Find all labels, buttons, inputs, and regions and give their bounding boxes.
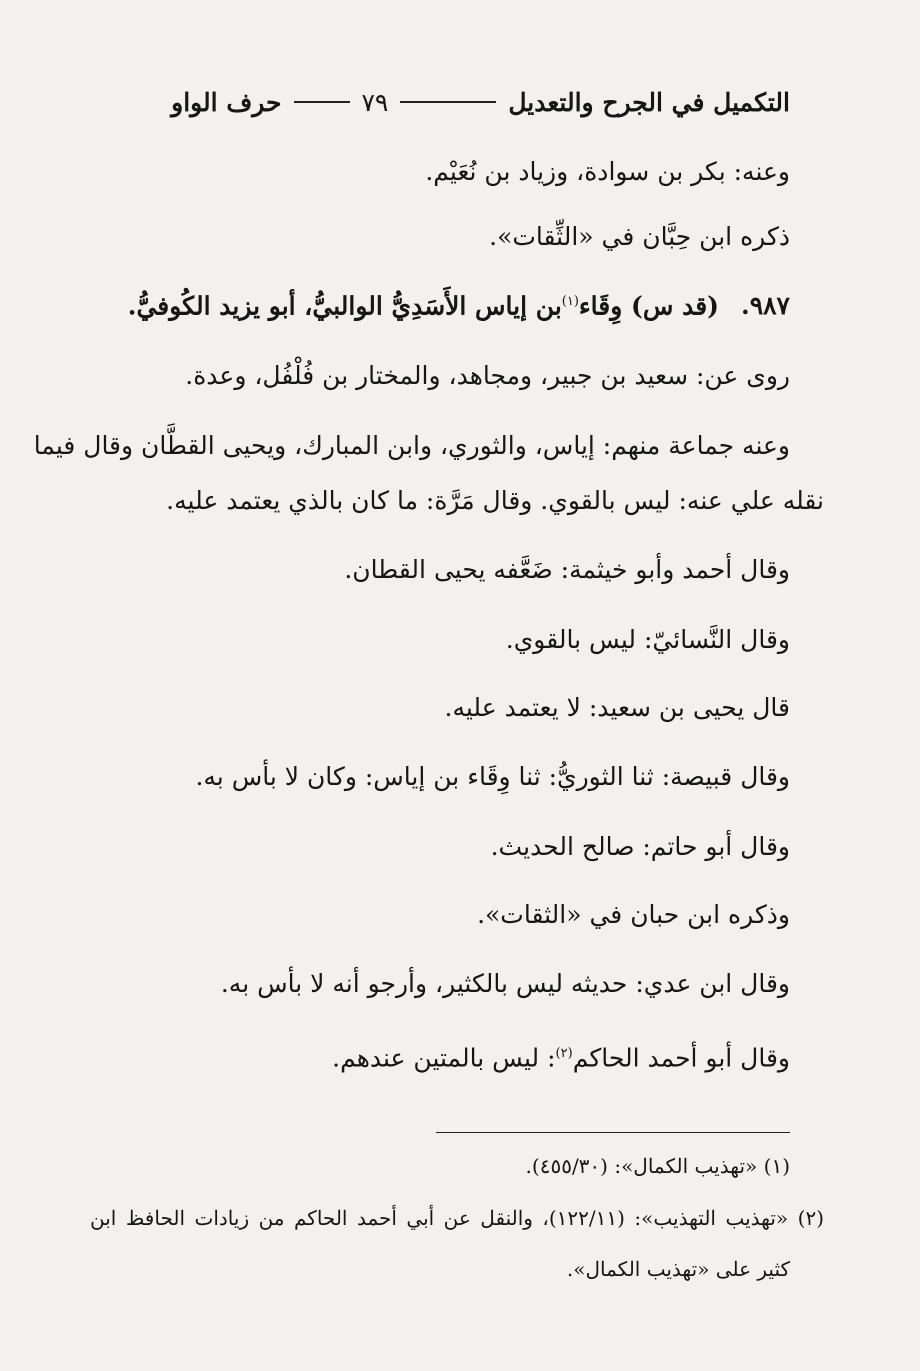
- entry-heading: [127, 282, 790, 326]
- text-line: وقال ابن عدي: حديثه ليس بالكثير، وأرجو أنه لا بأس به.: [220, 969, 790, 998]
- text-line: نقله علي عنه: ليس بالقوي. وقال مَرَّة: ما كان بالذي يعتمد عليه.: [166, 486, 824, 515]
- running-header: [170, 82, 790, 122]
- footnote-2-continued: كثير على «تهذيب الكمال».: [566, 1257, 790, 1281]
- text-line: وقال قبيصة: ثنا الثوريُّ: ثنا وِقَاء بن إياس: وكان لا بأس به.: [195, 762, 790, 791]
- chapter-title: حرف الواو: [171, 87, 282, 117]
- text-line: وقال أبو حاتم: صالح الحديث.: [490, 832, 790, 861]
- text-line: روى عن: سعيد بن جبير، ومجاهد، والمختار بن فُلْفُل، وعدة.: [185, 361, 790, 390]
- text-line: [90, 1034, 790, 1078]
- book-title: التكميل في الجرح والتعديل: [508, 87, 790, 117]
- page-number: ٧٩: [361, 87, 389, 117]
- text-fragment: : ليس بالمتين عندهم.: [332, 1043, 556, 1073]
- footnote-separator: [436, 1132, 790, 1133]
- text-line: ذكره ابن حِبَّان في «الثِّقات».: [489, 222, 790, 251]
- text-line: قال يحيى بن سعيد: لا يعتمد عليه.: [444, 693, 790, 722]
- entry-name-rest: بن إياس الأَسَدِيُّ الوالبيُّ، أبو يزيد الكُوفيُّ.: [127, 291, 562, 321]
- text-line: وقال النَّسائيّ: ليس بالقوي.: [505, 625, 790, 654]
- footnote-marker: (٢): [555, 1046, 573, 1061]
- entry-name: (قد س) وِقَاء: [578, 291, 719, 321]
- text-line: وعنه: بكر بن سوادة، وزياد بن نُعَيْم.: [425, 157, 790, 186]
- footnote-marker: (١): [561, 294, 579, 309]
- header-dash: [400, 101, 496, 103]
- text-line: وذكره ابن حبان في «الثقات».: [477, 900, 790, 929]
- text-line: وقال أحمد وأبو خيثمة: ضَعَّفه يحيى القطان.: [344, 555, 790, 584]
- footnote-2: (٢) «تهذيب التهذيب»: (١٢٢/١١)، والنقل عن أبي أحمد الحاكم من زيادات الحافظ ابن: [90, 1206, 825, 1230]
- footnote-1: (١) «تهذيب الكمال»: (٤٥٥/٣٠).: [525, 1154, 790, 1178]
- text-fragment: وقال أبو أحمد الحاكم: [572, 1043, 790, 1073]
- text-line: وعنه جماعة منهم: إياس، والثوري، وابن المبارك، ويحيى القطَّان وقال فيما: [33, 431, 790, 460]
- entry-number: ٩٨٧.: [740, 291, 790, 321]
- header-dash: [294, 101, 350, 103]
